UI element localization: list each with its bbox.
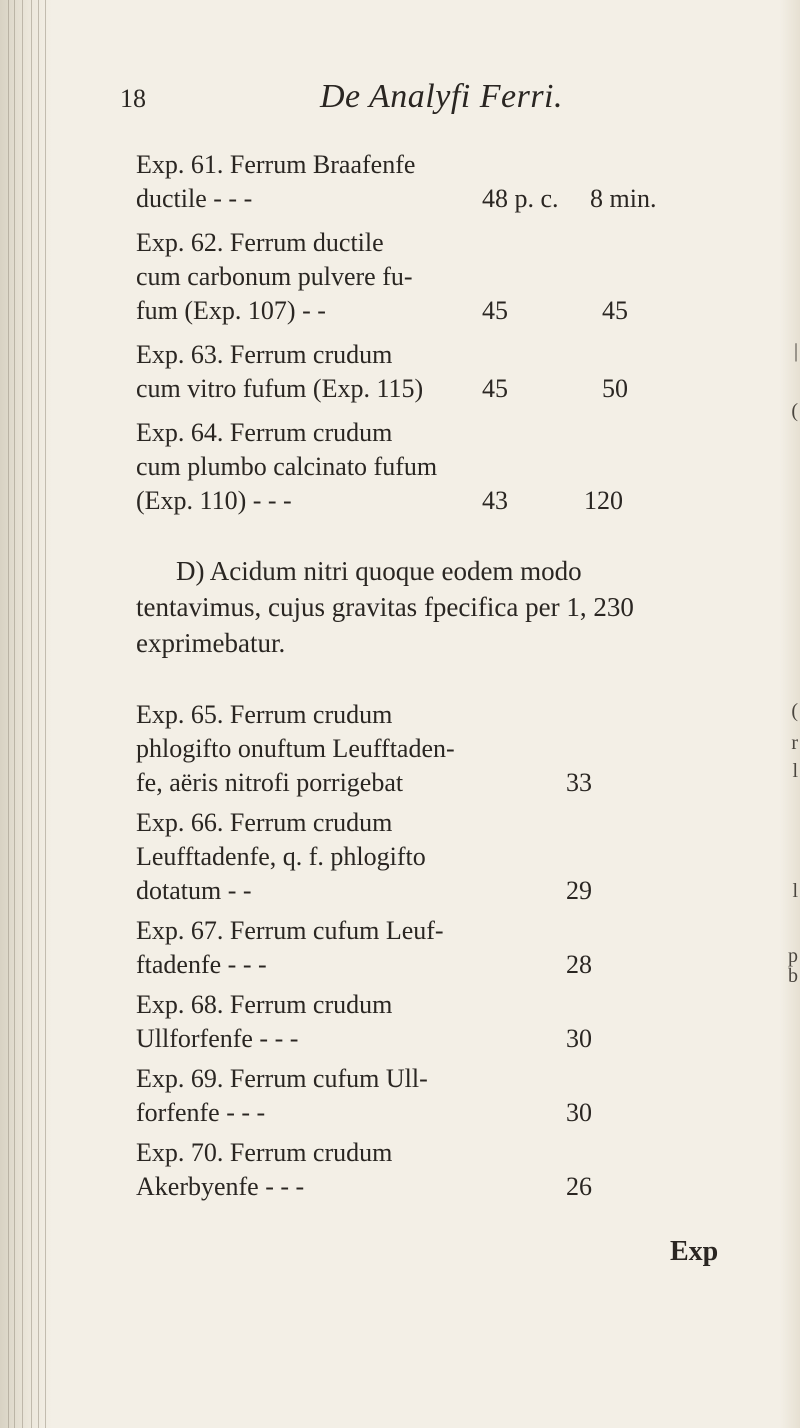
exp-68-line-2: Ullforfenfe - - -	[136, 1024, 299, 1053]
exp-66-line-2: Leufftadenfe, q. f. phlogifto	[136, 842, 426, 871]
exp-67-line-2: ftadenfe - - -	[136, 950, 267, 979]
paragraph-line-3: exprimebatur.	[136, 628, 286, 658]
paragraph-line-1: D) Acidum nitri quoque eodem modo	[176, 556, 582, 586]
exp-67-line-1: Exp. 67. Ferrum cufum Leuf-	[136, 916, 444, 945]
exp-65-line-2: phlogifto onuftum Leufftaden-	[136, 734, 455, 763]
exp-70-line-2: Akerbyenfe - - -	[136, 1172, 305, 1201]
exp-63-line-1: Exp. 63. Ferrum crudum	[136, 340, 393, 369]
exp-68-line-1: Exp. 68. Ferrum crudum	[136, 990, 393, 1019]
exp-64-line-2: cum plumbo calcinato fufum	[136, 452, 438, 481]
exp-62-line-3: fum (Exp. 107) - -	[136, 296, 326, 325]
exp-65-value: 33	[566, 768, 592, 797]
exp-64-line-3: (Exp. 110) - - -	[136, 486, 292, 515]
exp-62-value2: 45	[602, 296, 628, 325]
exp-65-line-3: fe, aëris nitrofi porrigebat	[136, 768, 404, 797]
exp-66-line-1: Exp. 66. Ferrum crudum	[136, 808, 393, 837]
page-header	[120, 78, 680, 124]
exp-66-value: 29	[566, 876, 592, 905]
exp-68-value: 30	[566, 1024, 592, 1053]
exp-67-value: 28	[566, 950, 592, 979]
exp-62-value: 45	[482, 296, 508, 325]
page-number: 18	[120, 84, 146, 113]
exp-66-line-3: dotatum - -	[136, 876, 252, 905]
exp-62-line-1: Exp. 62. Ferrum ductile	[136, 228, 384, 257]
exp-70-value: 26	[566, 1172, 592, 1201]
running-title: De Analyfi Ferri.	[320, 78, 563, 115]
exp-69-value: 30	[566, 1098, 592, 1127]
exp-63-line-2: cum vitro fufum (Exp. 115)	[136, 374, 424, 403]
paragraph-line-2: tentavimus, cujus gravitas fpecifica per 1, 230	[136, 592, 634, 622]
exp-61-value: 48 p. c.	[482, 184, 559, 213]
exp-62-line-2: cum carbonum pulvere fu-	[136, 262, 413, 291]
exp-65-line-1: Exp. 65. Ferrum crudum	[136, 700, 393, 729]
facing-page-edge: | ( ( r l l p b	[780, 0, 800, 1428]
catchword: Exp	[670, 1236, 719, 1267]
exp-61-value2: 8 min.	[590, 184, 657, 213]
exp-64-value: 43	[482, 486, 508, 515]
book-gutter	[0, 0, 52, 1428]
exp-69-line-1: Exp. 69. Ferrum cufum Ull-	[136, 1064, 428, 1093]
exp-61-line-1: Exp. 61. Ferrum Braafenfe	[136, 150, 416, 179]
exp-70-line-1: Exp. 70. Ferrum crudum	[136, 1138, 393, 1167]
exp-64-line-1: Exp. 64. Ferrum crudum	[136, 418, 393, 447]
exp-64-value2: 120	[584, 486, 623, 515]
exp-69-line-2: forfenfe - - -	[136, 1098, 266, 1127]
exp-61-line-2: ductile - - -	[136, 184, 253, 213]
exp-63-value: 45	[482, 374, 508, 403]
exp-63-value2: 50	[602, 374, 628, 403]
